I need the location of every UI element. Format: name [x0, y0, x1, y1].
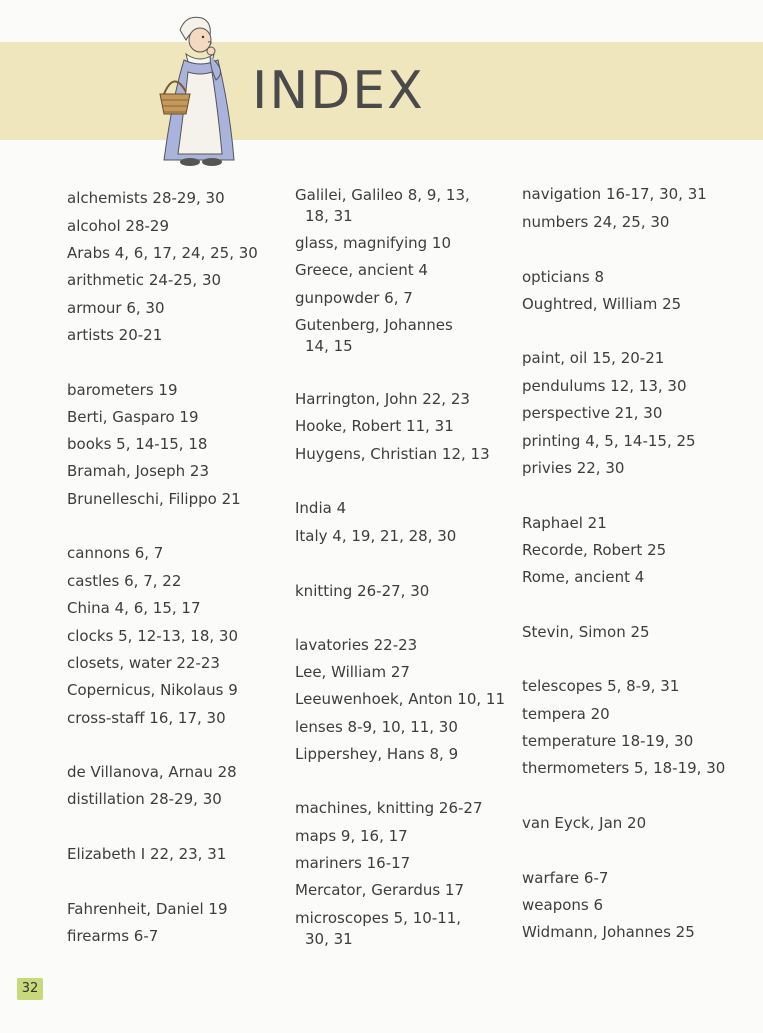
index-entry: [295, 526, 456, 547]
index-entry: [522, 704, 610, 725]
index-entry: [522, 184, 707, 205]
index-entry-text: artists 20-21: [67, 326, 163, 344]
index-entry-continuation: 14, 15: [305, 337, 353, 355]
index-entry: [67, 489, 241, 510]
index-entry-text: Gutenberg, Johannes: [295, 316, 453, 334]
index-entry: [522, 758, 725, 779]
index-entry-text: Stevin, Simon 25: [522, 623, 650, 641]
index-entry-text: glass, magnifying 10: [295, 234, 451, 252]
index-entry: [295, 717, 458, 738]
index-entry: [67, 543, 163, 564]
index-entry-text: de Villanova, Arnau 28: [67, 763, 237, 781]
index-entry-text: Mercator, Gerardus 17: [295, 881, 465, 899]
index-entry: [67, 626, 238, 647]
index-entry-text: cross-staff 16, 17, 30: [67, 709, 226, 727]
index-entry: [67, 926, 158, 947]
index-entry: [522, 431, 696, 452]
index-entry-text: India 4: [295, 499, 347, 517]
index-entry-text: thermometers 5, 18-19, 30: [522, 759, 726, 777]
index-entry-text: closets, water 22-23: [67, 654, 220, 672]
index-entry-text: Harrington, John 22, 23: [295, 390, 470, 408]
index-entry-text: temperature 18-19, 30: [522, 732, 694, 750]
index-entry-text: navigation 16-17, 30, 31: [522, 185, 707, 203]
index-entry-text: numbers 24, 25, 30: [522, 213, 670, 231]
index-entry-text: printing 4, 5, 14-15, 25: [522, 432, 696, 450]
index-entry-continuation: 18, 31: [305, 207, 353, 225]
index-entry-text: Widmann, Johannes 25: [522, 923, 695, 941]
index-entry-text: warfare 6-7: [522, 869, 609, 887]
index-entry: [67, 844, 226, 865]
index-entry-text: Italy 4, 19, 21, 28, 30: [295, 527, 457, 545]
index-entry-text: telescopes 5, 8-9, 31: [522, 677, 680, 695]
index-entry: [295, 635, 417, 656]
index-entry: [295, 288, 413, 309]
index-entry-text: Rome, ancient 4: [522, 568, 645, 586]
index-entry-text: lavatories 22-23: [295, 636, 418, 654]
index-entry: [295, 389, 470, 410]
index-entry: [295, 689, 505, 710]
index-entry: [522, 895, 603, 916]
index-entry: [522, 567, 644, 588]
index-entry: [522, 922, 695, 943]
index-entry: [67, 708, 226, 729]
index-entry-text: weapons 6: [522, 896, 604, 914]
index-entry-text: paint, oil 15, 20-21: [522, 349, 665, 367]
index-entry: [67, 216, 169, 237]
index-entry-text: mariners 16-17: [295, 854, 411, 872]
index-entry: [522, 376, 687, 397]
index-entry: [67, 571, 181, 592]
index-entry: [67, 680, 238, 701]
index-entry-text: armour 6, 30: [67, 299, 165, 317]
index-entry: [295, 880, 464, 901]
index-entry: [295, 233, 451, 254]
index-entry-text: Lippershey, Hans 8, 9: [295, 745, 459, 763]
index-entry-text: Arabs 4, 6, 17, 24, 25, 30: [67, 244, 258, 262]
index-entry-text: perspective 21, 30: [522, 404, 663, 422]
index-entry-text: knitting 26-27, 30: [295, 582, 430, 600]
index-entry-text: cannons 6, 7: [67, 544, 164, 562]
index-entry: [67, 653, 220, 674]
index-entry-text: Bramah, Joseph 23: [67, 462, 210, 480]
index-entry: [67, 270, 221, 291]
index-entry-text: alcohol 28-29: [67, 217, 169, 235]
index-entry: [522, 348, 664, 369]
index-entry-text: Huygens, Christian 12, 13: [295, 445, 490, 463]
index-entry-text: Brunelleschi, Filippo 21: [67, 490, 241, 508]
index-entry: [295, 908, 461, 950]
index-entry-text: Recorde, Robert 25: [522, 541, 667, 559]
index-entry-text: microscopes 5, 10-11,: [295, 909, 462, 927]
page-title: INDEX: [252, 61, 425, 121]
index-entry-text: distillation 28-29, 30: [67, 790, 222, 808]
index-entry: [295, 581, 429, 602]
index-entry: [295, 744, 458, 765]
index-entry: [522, 267, 604, 288]
index-entry: [522, 676, 679, 697]
index-entry: [295, 853, 410, 874]
index-entry-text: firearms 6-7: [67, 927, 159, 945]
index-entry-text: Lee, William 27: [295, 663, 410, 681]
index-entry-text: pendulums 12, 13, 30: [522, 377, 687, 395]
index-entry-text: privies 22, 30: [522, 459, 625, 477]
index-entry-text: Copernicus, Nikolaus 9: [67, 681, 238, 699]
index-entry: [67, 298, 165, 319]
index-entry: [522, 622, 650, 643]
index-entry-text: tempera 20: [522, 705, 610, 723]
index-entry: [67, 325, 162, 346]
index-entry-text: Fahrenheit, Daniel 19: [67, 900, 228, 918]
index-entry: [67, 899, 228, 920]
index-entry: [295, 416, 454, 437]
index-entry: [67, 407, 198, 428]
index-entry-text: Elizabeth I 22, 23, 31: [67, 845, 227, 863]
index-entry: [295, 185, 470, 227]
index-entry: [67, 598, 200, 619]
index-entry-text: Galilei, Galileo 8, 9, 13,: [295, 186, 470, 204]
index-entry: [522, 403, 662, 424]
index-entry: [67, 434, 207, 455]
index-entry: [295, 798, 483, 819]
index-entry-text: China 4, 6, 15, 17: [67, 599, 201, 617]
index-entry: [295, 662, 410, 683]
index-entry-text: alchemists 28-29, 30: [67, 189, 225, 207]
index-entry: [67, 461, 209, 482]
index-entry: [295, 826, 408, 847]
index-entry-text: machines, knitting 26-27: [295, 799, 483, 817]
page-number: 32: [17, 978, 43, 1000]
index-entry: [522, 513, 607, 534]
index-entry: [67, 243, 258, 264]
index-entry: [522, 294, 681, 315]
index-entry: [522, 212, 669, 233]
index-entry: [67, 762, 237, 783]
index-entry-text: maps 9, 16, 17: [295, 827, 408, 845]
index-entry-text: barometers 19: [67, 381, 178, 399]
index-entry: [522, 731, 693, 752]
index-entry: [295, 444, 490, 465]
index-entry-text: arithmetic 24-25, 30: [67, 271, 222, 289]
index-entry: [295, 498, 346, 519]
index-entry: [522, 813, 646, 834]
index-entry-text: Raphael 21: [522, 514, 607, 532]
index-entry-text: Oughtred, William 25: [522, 295, 682, 313]
index-entry-text: castles 6, 7, 22: [67, 572, 182, 590]
index-entry: [67, 789, 222, 810]
index-entry-text: Berti, Gasparo 19: [67, 408, 199, 426]
woman-with-basket-illustration: [150, 10, 246, 172]
index-entry-text: opticians 8: [522, 268, 604, 286]
index-entry-text: gunpowder 6, 7: [295, 289, 413, 307]
index-entry-text: Hooke, Robert 11, 31: [295, 417, 454, 435]
index-entry: [67, 188, 225, 209]
index-entry: [295, 260, 428, 281]
index-entry-text: clocks 5, 12-13, 18, 30: [67, 627, 239, 645]
index-entry: [522, 458, 624, 479]
index-entry: [522, 540, 666, 561]
index-entry: [522, 868, 608, 889]
index-entry-text: Greece, ancient 4: [295, 261, 428, 279]
index-entry-text: van Eyck, Jan 20: [522, 814, 647, 832]
index-entry: [295, 315, 453, 357]
index-entry-text: books 5, 14-15, 18: [67, 435, 208, 453]
index-entry-text: lenses 8-9, 10, 11, 30: [295, 718, 458, 736]
index-entry-text: Leeuwenhoek, Anton 10, 11: [295, 690, 506, 708]
index-entry: [67, 380, 178, 401]
index-entry-continuation: 30, 31: [305, 930, 353, 948]
